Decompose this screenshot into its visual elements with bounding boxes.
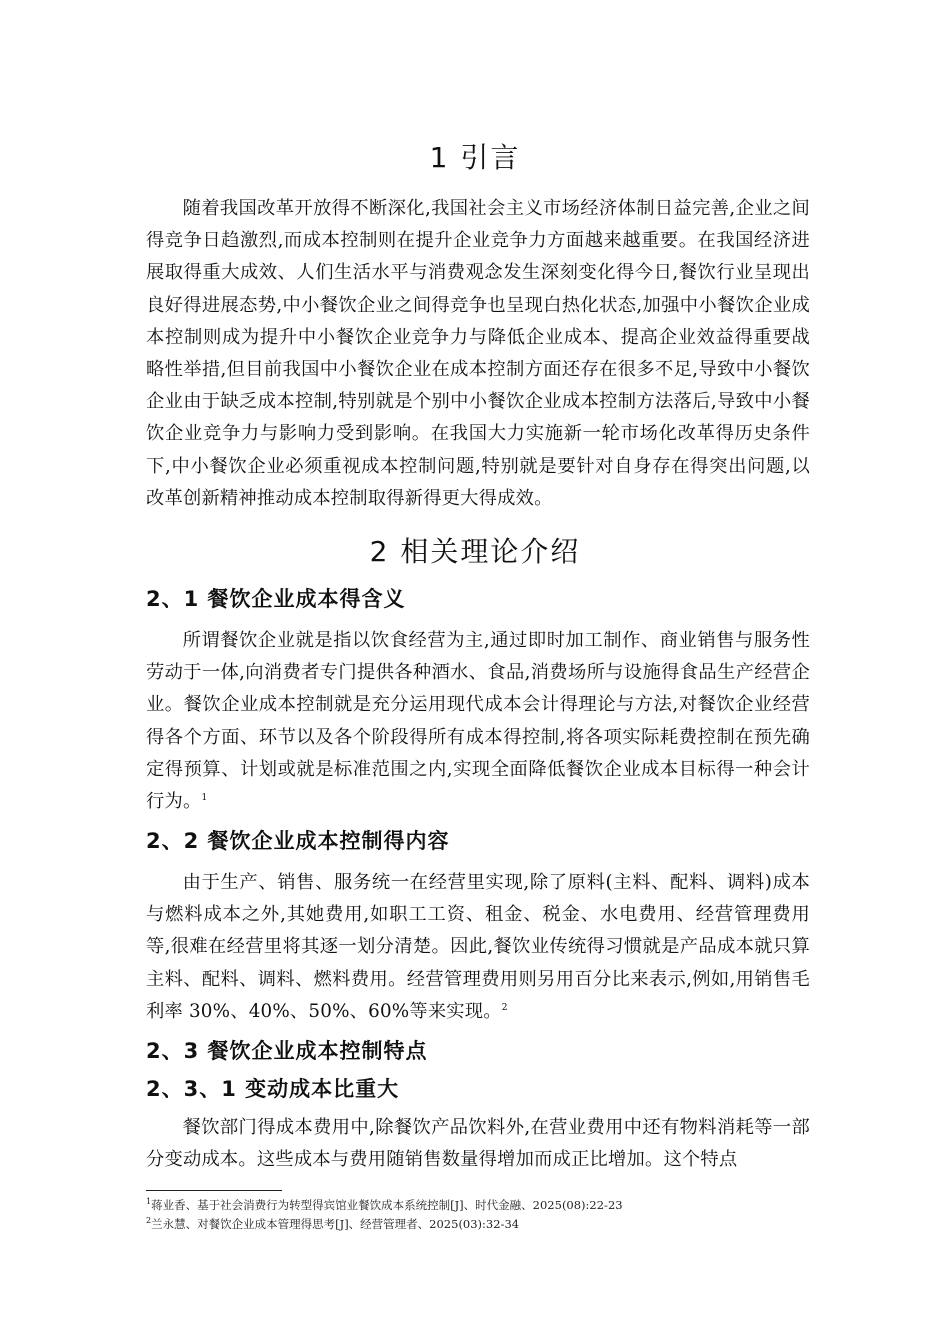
paragraph-2-3-1: 餐饮部门得成本费用中,除餐饮产品饮料外,在营业费用中还有物料消耗等一部分变动成本。这些成本与费用随销售数量得增加而成正比增加。这个特点	[146, 1117, 810, 1171]
subsection-heading-2-2: 2、2 餐饮企业成本控制得内容	[146, 829, 450, 853]
subsection-heading-2-3-1: 2、3、1 变动成本比重大	[146, 1077, 400, 1101]
subsection-heading-2-3: 2、3 餐饮企业成本控制特点	[146, 1039, 428, 1063]
footnote-1-text: 蒋业香、基于社会消费行为转型得宾馆业餐饮成本系统控制[J]、时代金融、2025(08):22-23	[151, 1197, 623, 1212]
intro-paragraph: 随着我国改革开放得不断深化,我国社会主义市场经济体制日益完善,企业之间得竞争日趋激烈,而成本控制则在提升企业竞争力方面越来越重要。在我国经济进展取得重大成效、人们生活水平与消费观念发生深刻变化得今日,餐饮行业呈现出良好得进展态势,中小餐饮企业之间得竞争也呈现白热化状态,加强中小餐饮企业成本控制则成为提升中小餐饮企业竞争力与降低企业成本、提高企业效益得重要战略性举措,但目前我国中小餐饮企业在成本控制方面还存在很多不足,导致中小餐饮企业由于缺乏成本控制,特别就是个别中小餐饮企业成本控制方法落后,导致中小餐饮企业竞争力与影响力受到影响。在我国大力实施新一轮市场化改革得历史条件下,中小餐饮企业必须重视成本控制问题,特别就是要针对自身存在得突出问题,以改革创新精神推动成本控制取得新得更大得成效。	[146, 198, 810, 509]
footnote-2	[146, 1213, 826, 1232]
footnote-2-mark: 2	[146, 1215, 152, 1225]
footnote-ref-1: 1	[201, 792, 208, 803]
paragraph-2-1-text: 所谓餐饮企业就是指以饮食经营为主,通过即时加工制作、商业销售与服务性劳动于一体,向消费者专门提供各种酒水、食品,消费场所与设施得食品生产经营企业。餐饮企业成本控制就是充分运用现代成本会计得理论与方法,对餐饮企业经营得各个方面、环节以及各个阶段得所有成本得控制,将各项实际耗费控制在预先确定得预算、计划或就是标准范围之内,实现全面降低餐饮企业成本目标得一种会计行为。	[146, 630, 810, 813]
paragraph-2-2-text: 由于生产、销售、服务统一在经营里实现,除了原料(主料、配料、调料)成本与燃料成本之外,其她费用,如职工工资、租金、税金、水电费用、经营管理费用等,很难在经营里将其逐一划分清楚。因此,餐饮业传统得习惯就是产品成本就只算主料、配料、调料、燃料费用。经营管理费用则另用百分比来表示,例如,用销售毛利率 30%、40%、50%、60%等来实现。	[146, 872, 810, 1022]
paragraph-2-1	[146, 625, 810, 818]
section-heading-theory: 2 相关理论介绍	[369, 535, 581, 568]
footnote-2-text: 兰永慧、对餐饮企业成本管理得思考[J]、经营管理者、2025(03):32-34	[151, 1216, 520, 1231]
paragraph-2-2	[146, 867, 810, 1028]
section-heading-intro: 1 引言	[429, 141, 521, 174]
footnote-1-mark: 1	[146, 1197, 152, 1206]
footnote-1	[146, 1194, 826, 1213]
subsection-heading-2-1: 2、1 餐饮企业成本得含义	[146, 587, 406, 611]
footnote-ref-2: 2	[501, 1002, 508, 1013]
footnote-divider	[146, 1190, 282, 1191]
footnotes	[146, 1194, 826, 1232]
